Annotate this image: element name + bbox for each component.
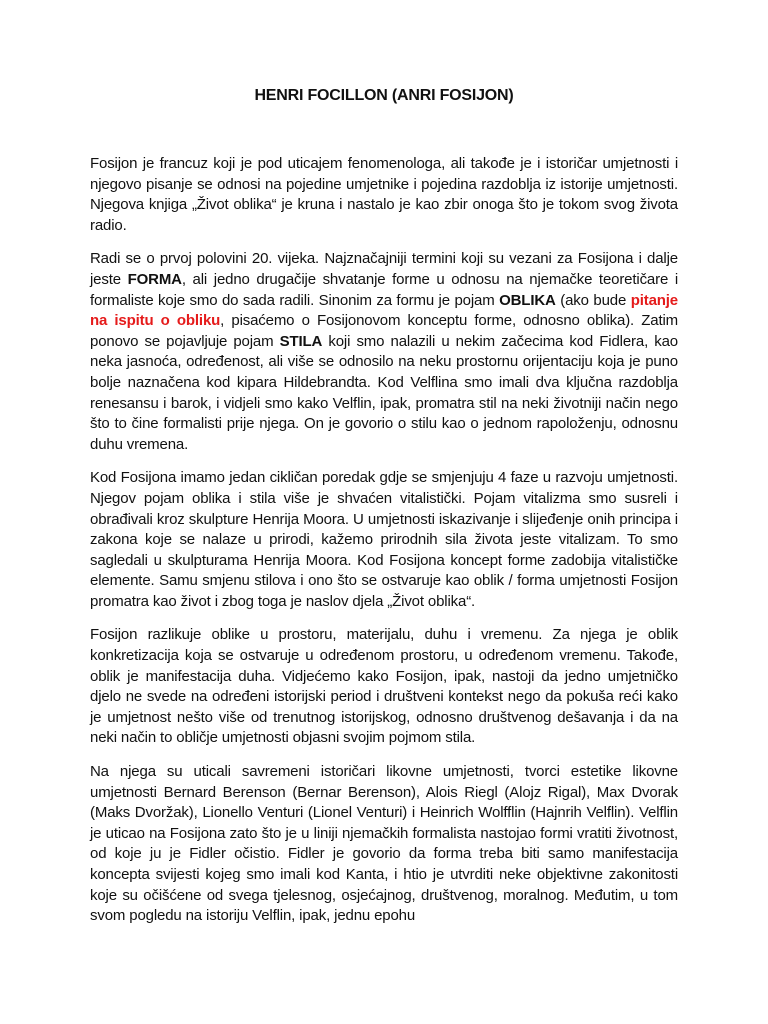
paragraph-influences: Na njega su uticali savremeni istoričari likovne umjetnosti, tvorci estetike likovne umjetnosti Bernard Berenson (Bernar Berenson), Alois Riegl (Alojz Rigal), Max Dvorak (Maks Dvoržak), Lionello Venturi (Lionel Venturi) i Heinrich Wolfflin (Hajnrih Velflin). Velflin je uticao na Fosijona zato što je u liniji njemačkih formalista nastojao formi vratiti životnost, od koje ju je Fidler očistio. Fidler je govorio da forma treba biti samo manifestacija koncepta svijesti kojeg smo imali kod Kanta, i htio je utvrditi neke objektivne zakonitosti koje su očišćene od svega tjelesnog, osjećajnog, društvenog, moralnog. Međutim, u tom svom pogledu na istoriju Velflin, ipak, jednu epohu bbox=[90, 763, 678, 925]
exam-note-highlight: pitanje na ispitu o obliku bbox=[90, 291, 678, 330]
paragraph-text: , ali jedno drugačije shvatanje forme u odnosu na njemačke teoretičare i formaliste koje smo do sada radili. Sinonim za formu je pojam bbox=[90, 270, 679, 309]
paragraph-text: Radi se o prvoj polovini 20. vijeka. Najznačajniji termini koji su vezani za Fosijona i dalje jeste bbox=[90, 250, 678, 288]
paragraph-text: (ako bude bbox=[555, 291, 631, 309]
document-title: HENRI FOCILLON (ANRI FOSIJON) bbox=[254, 87, 514, 104]
paragraph-forma bbox=[90, 249, 678, 455]
term-oblika: OBLIKA bbox=[499, 291, 556, 309]
paragraph-oblik: Fosijon razlikuje oblike u prostoru, materijalu, duhu i vremenu. Za njega je oblik konkretizacija koja se ostvaruje u određenom prostoru, u određenom vremenu. Takođe, oblik je manifestacija duha. Vidjećemo kako Fosijon, ipak, nastoji da jedno umjetničko djelo ne svede na određeni istorijski period i društveni kontekst nego da pokuša reći kako je umjetnost nešto više od trenutnog istorijskog, odnosno društvenog dešavanja i da na neki način to obličje umjetnosti objasni svojim pojmom stila. bbox=[90, 626, 678, 747]
paragraph-text: , pisaćemo o Fosijonovom konceptu forme, odnosno oblika). Zatim ponovo se pojavljuje pojam bbox=[90, 312, 678, 350]
term-stila: STILA bbox=[279, 332, 323, 350]
paragraph-intro: Fosijon je francuz koji je pod uticajem fenomenologa, ali takođe je i istoričar umjetnosti i njegovo pisanje se odnosi na pojedine umjetnike i pojedina razdoblja iz istorije umjetnosti. Njegova knjiga „Život oblika“ je kruna i nastalo je kao zbir onoga što je tokom svog života radio. bbox=[90, 155, 678, 234]
paragraph-vitalism: Kod Fosijona imamo jedan cikličan poredak gdje se smjenjuju 4 faze u razvoju umjetnosti. Njegov pojam oblika i stila više je shvaćen vitalistički. Pojam vitalizma smo susreli i obrađivali kroz skulpture Henrija Moora. U umjetnosti iskazivanje i slijeđenje onih principa i zakona koje se nalaze u prirodi, kažemo prirodnih sila života jeste vitalizam. To smo sagledali u skulpturama Henrija Moora. Kod Fosijona koncept forme zadobija vitalističke elemente. Samu smjenu stilova i ono što se ostvaruje kao oblik / forma umjetnosti Fosijon promatra kao život i zbog toga je naslov djela „Život oblika“. bbox=[90, 469, 678, 610]
term-forma: FORMA bbox=[127, 270, 182, 288]
paragraph-text: koji smo nalazili u nekim začecima kod Fidlera, kao neka jasnoća, određenost, ali više se odnosilo na neku prostornu orijentaciju koja je puno bolje naznačena kod kipara Hildebrandta. Kod Velflina smo imali dva ključna razdoblja renesansu i barok, i vidjeli smo kako Velflin, ipak, promatra stil na neki životniji način nego što to čine formalisti prije njega. On je govorio o stilu kao o jednom rapoloženju, odnosnu duhu vremena. bbox=[90, 332, 678, 453]
document-page bbox=[90, 86, 678, 940]
